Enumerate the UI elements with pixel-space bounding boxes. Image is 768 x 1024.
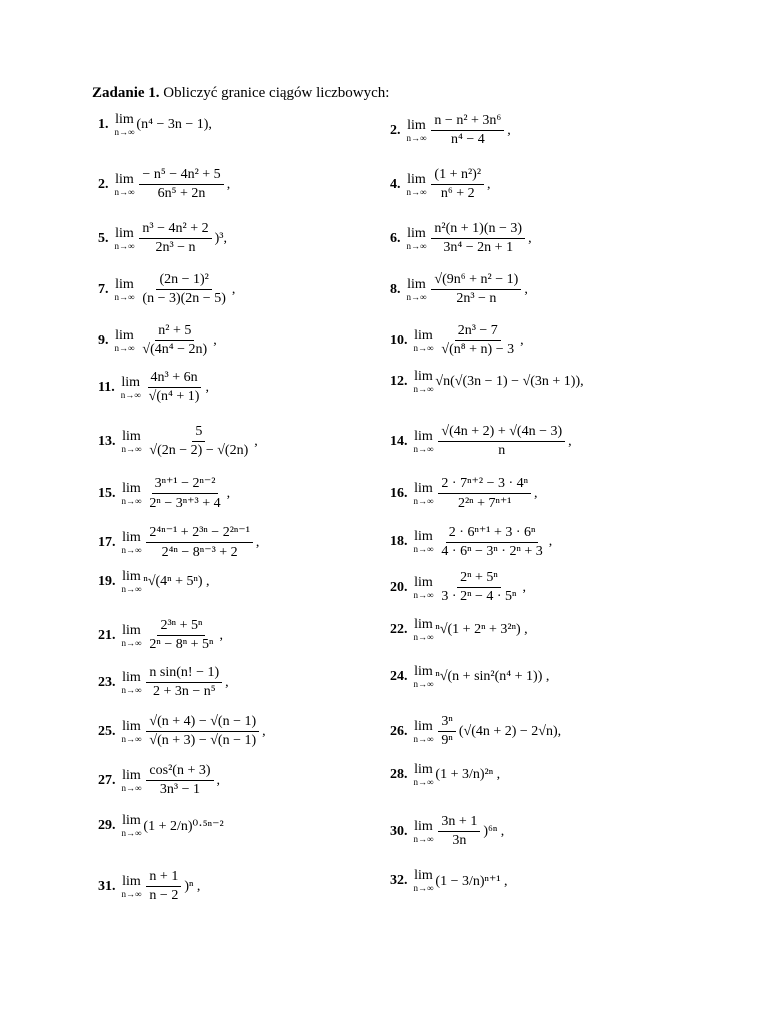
problem-20 (390, 570, 526, 605)
numerator: 2n³ − 7 (455, 323, 501, 341)
limit-word: lim (407, 225, 426, 241)
numerator: n³ − 4n² + 2 (139, 221, 211, 239)
limit-operator (121, 376, 141, 400)
problem-number: 32. (390, 873, 408, 888)
expression-tail: ⁿ√(1 + 2ⁿ + 3²ⁿ) , (435, 622, 528, 637)
fraction (438, 570, 519, 605)
expression-tail: , (262, 723, 266, 739)
fraction (139, 167, 223, 202)
fraction (438, 524, 545, 560)
problem-number: 31. (98, 878, 116, 894)
expression-tail: (1 − 3/n)ⁿ⁺¹ , (435, 873, 508, 889)
numerator: n² + 5 (155, 323, 194, 341)
problem-number: 13. (98, 433, 116, 449)
limit-operator (122, 624, 142, 648)
problem-number: 9. (98, 332, 109, 348)
limit-operator (122, 430, 142, 454)
limit-word: lim (414, 818, 433, 834)
limit-subscript: n→∞ (406, 240, 427, 251)
fraction (146, 524, 252, 561)
denominator: 2n³ − n (456, 291, 497, 306)
limit-word: lim (115, 171, 134, 187)
denominator: 2²ⁿ + 7ⁿ⁺¹ (457, 496, 512, 511)
limit-word: lim (414, 762, 433, 777)
numerator: 3n + 1 (438, 814, 480, 832)
denominator: 3n (452, 833, 467, 848)
limit-word: lim (121, 374, 141, 390)
numerator: (2n − 1)² (156, 272, 211, 290)
limit-subscript: n→∞ (406, 186, 427, 197)
limit-operator (122, 570, 142, 594)
fraction (139, 272, 228, 307)
denominator: 3n³ − 1 (159, 782, 201, 797)
problem-number: 6. (390, 230, 401, 246)
expression-tail: , (568, 433, 572, 449)
fraction (146, 475, 223, 512)
expression-tail: )³, (214, 230, 227, 246)
problem-21 (98, 618, 223, 653)
numerator: n²(n + 1)(n − 3) (431, 221, 525, 239)
limit-operator (115, 278, 135, 302)
numerator: 3ⁿ (438, 714, 455, 732)
problem-18 (390, 524, 552, 560)
limit-operator (122, 875, 142, 899)
limit-operator (414, 618, 434, 642)
problem-3 (98, 167, 230, 202)
fraction (438, 475, 531, 512)
limit-subscript: n→∞ (121, 544, 142, 555)
problem-number: 20. (390, 579, 408, 595)
problem-6 (390, 221, 532, 256)
denominator: √(4n⁴ − 2n) (142, 342, 208, 357)
expression-tail: ⁿ√(4ⁿ + 5ⁿ) , (143, 574, 210, 589)
problem-7 (98, 272, 235, 307)
limit-operator (414, 820, 434, 844)
problem-26 (390, 714, 561, 749)
problem-number: 30. (390, 823, 408, 839)
expression-tail: , (216, 772, 221, 788)
fraction (146, 869, 181, 904)
limit-operator (115, 173, 135, 197)
denominator: n⁶ + 2 (440, 186, 475, 201)
limit-subscript: n→∞ (121, 495, 142, 506)
limit-word: lim (414, 664, 433, 679)
expression-tail: ⁿ√(n + sin²(n⁴ + 1)) , (435, 669, 550, 684)
problem-25 (98, 714, 266, 749)
problem-number: 27. (98, 772, 116, 788)
problem-15 (98, 475, 230, 512)
expression-tail: (1 + 3/n)²ⁿ , (435, 767, 501, 782)
expression-tail: , (520, 332, 524, 348)
numerator: n sin(n! − 1) (146, 665, 222, 683)
numerator: n − n² + 3n⁶ (431, 113, 504, 131)
limit-operator (407, 227, 427, 251)
limit-subscript: n→∞ (121, 684, 142, 695)
denominator: √(n⁸ + n) − 3 (441, 342, 515, 357)
numerator: 3ⁿ⁺¹ − 2ⁿ⁻² (152, 475, 219, 494)
problem-17 (98, 524, 259, 561)
fraction (431, 272, 521, 307)
limit-subscript: n→∞ (413, 679, 434, 689)
numerator: − n⁵ − 4n² + 5 (139, 167, 223, 185)
limit-subscript: n→∞ (114, 240, 135, 251)
problem-23 (98, 665, 229, 700)
limit-operator (414, 430, 434, 454)
expression-tail: , (205, 379, 209, 395)
limit-word: lim (414, 369, 433, 384)
expression-tail: √n(√(3n − 1) − √(3n + 1)), (435, 374, 584, 389)
limit-word: lim (414, 617, 433, 632)
problem-number: 21. (98, 627, 116, 643)
problem-number: 8. (390, 281, 401, 297)
expression-tail: , (254, 433, 258, 449)
denominator: (n − 3)(2n − 5) (142, 291, 226, 306)
limit-subscript: n→∞ (413, 777, 434, 787)
fraction (431, 167, 484, 202)
limit-word: lim (122, 569, 141, 584)
limit-subscript: n→∞ (121, 637, 142, 648)
expression-tail: , (528, 230, 532, 246)
limit-word: lim (122, 529, 141, 545)
denominator: 2⁴ⁿ − 8ⁿ⁻³ + 2 (161, 545, 238, 560)
problem-number: 17. (98, 534, 116, 550)
numerator: (1 + n²)² (431, 167, 484, 185)
problem-number: 4. (390, 176, 401, 192)
problem-number: 28. (390, 767, 408, 782)
task-title (92, 85, 389, 102)
numerator: √(9n⁶ + n² − 1) (431, 272, 521, 290)
limit-operator (414, 763, 434, 787)
limit-operator (414, 665, 434, 689)
limit-operator (122, 482, 142, 506)
limit-operator (115, 113, 135, 137)
problem-29 (98, 814, 224, 838)
expression-tail: , (213, 332, 217, 348)
limit-operator (407, 119, 427, 143)
problem-19 (98, 570, 210, 594)
limit-word: lim (122, 767, 141, 783)
limit-word: lim (414, 868, 433, 883)
limit-operator (414, 530, 434, 554)
denominator: 3 · 2ⁿ − 4 · 5ⁿ (441, 589, 517, 604)
problem-number: 12. (390, 374, 408, 389)
limit-operator (122, 769, 142, 793)
problem-number: 24. (390, 669, 408, 684)
expression-tail: , (226, 176, 231, 192)
problem-number: 29. (98, 818, 116, 833)
fraction (438, 814, 480, 849)
limit-operator (122, 531, 142, 555)
limit-word: lim (122, 813, 141, 828)
denominator: n − 2 (149, 888, 179, 903)
fraction (431, 113, 504, 148)
limit-word: lim (122, 428, 141, 444)
problem-number: 14. (390, 433, 408, 449)
limit-operator (407, 278, 427, 302)
limit-word: lim (407, 117, 426, 133)
expression-tail: , (487, 176, 491, 192)
problem-number: 19. (98, 574, 116, 589)
problem-32 (390, 869, 508, 893)
limit-subscript: n→∞ (121, 828, 142, 838)
limit-subscript: n→∞ (406, 132, 427, 143)
limit-subscript: n→∞ (413, 833, 434, 844)
limit-operator (122, 671, 142, 695)
expression-tail: (n⁴ − 3n − 1), (136, 117, 212, 132)
problem-number: 22. (390, 622, 408, 637)
problem-5 (98, 221, 227, 256)
fraction (431, 221, 525, 256)
problem-number: 23. (98, 674, 116, 690)
problem-number: 15. (98, 485, 116, 501)
limit-subscript: n→∞ (413, 589, 434, 600)
denominator: 2n³ − n (155, 240, 196, 255)
fraction (438, 714, 455, 749)
fraction (146, 665, 222, 700)
limit-subscript: n→∞ (413, 632, 434, 642)
problem-number: 5. (98, 230, 109, 246)
limit-operator (115, 329, 135, 353)
numerator: 2³ⁿ + 5ⁿ (157, 618, 205, 636)
problem-14 (390, 424, 572, 459)
numerator: 5 (192, 424, 205, 442)
denominator: 4 · 6ⁿ − 3ⁿ · 2ⁿ + 3 (441, 544, 543, 559)
limit-subscript: n→∞ (413, 495, 434, 506)
limit-operator (414, 869, 434, 893)
problem-27 (98, 763, 220, 798)
limit-subscript: n→∞ (413, 733, 434, 744)
limit-word: lim (122, 480, 141, 496)
expression-tail: , (255, 534, 260, 550)
limit-word: lim (414, 480, 433, 496)
problem-number: 25. (98, 723, 116, 739)
limit-subscript: n→∞ (413, 883, 434, 893)
limit-word: lim (407, 171, 426, 187)
expression-tail: , (507, 122, 511, 138)
limit-word: lim (115, 225, 134, 241)
expression-tail: , (524, 281, 528, 297)
denominator: 2ⁿ − 8ⁿ + 5ⁿ (149, 637, 214, 652)
limit-subscript: n→∞ (121, 443, 142, 454)
denominator: 3n⁴ − 2n + 1 (443, 240, 514, 255)
limit-subscript: n→∞ (121, 782, 142, 793)
limit-subscript: n→∞ (413, 342, 434, 353)
denominator: 9ⁿ (441, 733, 453, 748)
expression-tail: , (225, 674, 229, 690)
fraction (139, 221, 211, 256)
problem-22 (390, 618, 528, 642)
limit-subscript: n→∞ (413, 384, 434, 394)
limit-subscript: n→∞ (121, 888, 142, 899)
denominator: n⁴ − 4 (450, 132, 485, 147)
limit-subscript: n→∞ (120, 389, 141, 400)
fraction (146, 424, 251, 459)
limit-word: lim (414, 327, 433, 343)
numerator: 2 · 7ⁿ⁺² − 3 · 4ⁿ (438, 475, 531, 494)
numerator: cos²(n + 3) (146, 763, 213, 781)
limit-subscript: n→∞ (413, 544, 434, 554)
fraction (438, 424, 565, 459)
limit-operator (414, 720, 434, 744)
numerator: n + 1 (146, 869, 181, 887)
expression-tail: , (219, 627, 223, 643)
limit-subscript: n→∞ (114, 291, 135, 302)
problem-number: 18. (390, 534, 408, 549)
limit-operator (414, 576, 434, 600)
problem-30 (390, 814, 504, 849)
expression-tail: )ⁿ , (184, 878, 201, 894)
denominator: 2ⁿ − 3ⁿ⁺³ + 4 (149, 496, 221, 511)
problem-10 (390, 323, 524, 358)
problem-4 (390, 167, 491, 202)
numerator: √(n + 4) − √(n − 1) (146, 714, 259, 732)
limit-word: lim (115, 276, 134, 292)
problem-number: 10. (390, 332, 408, 348)
numerator: 2⁴ⁿ⁻¹ + 2³ⁿ − 2²ⁿ⁻¹ (146, 524, 252, 543)
problem-8 (390, 272, 528, 307)
limit-operator (122, 720, 142, 744)
denominator: 2 + 3n − n⁵ (152, 684, 216, 699)
limit-subscript: n→∞ (114, 342, 135, 353)
expression-tail: (√(4n + 2) − 2√n), (458, 723, 562, 739)
problem-28 (390, 763, 500, 787)
limit-word: lim (122, 873, 141, 889)
fraction (438, 323, 517, 358)
denominator: 6n⁵ + 2n (157, 186, 206, 201)
denominator: n (498, 443, 506, 458)
limit-operator (407, 173, 427, 197)
denominator: √(2n − 2) − √(2n) (149, 443, 249, 458)
limit-word: lim (414, 428, 433, 444)
problem-number: 2. (98, 176, 109, 192)
problem-number: 7. (98, 281, 109, 297)
limit-word: lim (414, 529, 433, 544)
expression-tail: , (226, 485, 231, 501)
limit-word: lim (115, 327, 134, 343)
problem-number: 2. (390, 122, 401, 138)
expression-tail: (1 + 2/n)⁰·⁵ⁿ⁻² (143, 818, 224, 834)
limit-word: lim (115, 112, 134, 127)
limit-operator (115, 227, 135, 251)
limit-subscript: n→∞ (413, 443, 434, 454)
limit-word: lim (122, 622, 141, 638)
limit-word: lim (414, 718, 433, 734)
expression-tail: )⁶ⁿ , (483, 823, 505, 839)
fraction (146, 618, 216, 653)
problem-number: 1. (98, 117, 109, 132)
limit-word: lim (407, 276, 426, 292)
limit-word: lim (122, 718, 141, 734)
fraction (146, 370, 203, 405)
problem-11 (98, 370, 209, 405)
problem-number: 16. (390, 485, 408, 501)
denominator: √(n + 3) − √(n − 1) (149, 733, 257, 748)
limit-operator (414, 329, 434, 353)
problem-13 (98, 424, 258, 459)
limit-operator (122, 814, 142, 838)
problem-number: 26. (390, 723, 408, 739)
limit-subscript: n→∞ (406, 291, 427, 302)
limit-operator (414, 482, 434, 506)
limit-word: lim (122, 669, 141, 685)
problem-1 (98, 113, 212, 137)
task-text: Obliczyć granice ciągów liczbowych: (159, 85, 390, 101)
problem-12 (390, 370, 584, 394)
numerator: 4n³ + 6n (148, 370, 201, 388)
fraction (146, 714, 259, 749)
limit-subscript: n→∞ (114, 127, 135, 137)
fraction (146, 763, 213, 798)
numerator: 2 · 6ⁿ⁺¹ + 3 · 6ⁿ (446, 524, 539, 543)
limit-word: lim (414, 574, 433, 590)
expression-tail: , (231, 281, 236, 297)
limit-subscript: n→∞ (121, 733, 142, 744)
numerator: √(4n + 2) + √(4n − 3) (438, 424, 565, 442)
limit-operator (414, 370, 434, 394)
problem-31 (98, 869, 200, 904)
problem-2 (390, 113, 511, 148)
denominator: √(n⁴ + 1) (148, 389, 200, 404)
problem-9 (98, 323, 217, 358)
numerator: 2ⁿ + 5ⁿ (457, 570, 501, 588)
limit-subscript: n→∞ (121, 584, 142, 594)
expression-tail: , (534, 485, 538, 501)
task-label: Zadanie 1. (92, 85, 160, 101)
limit-subscript: n→∞ (114, 186, 135, 197)
problem-24 (390, 665, 549, 689)
problem-16 (390, 475, 538, 512)
problem-number: 11. (98, 379, 115, 395)
fraction (139, 323, 210, 358)
expression-tail: , (548, 534, 553, 549)
expression-tail: , (522, 579, 526, 595)
